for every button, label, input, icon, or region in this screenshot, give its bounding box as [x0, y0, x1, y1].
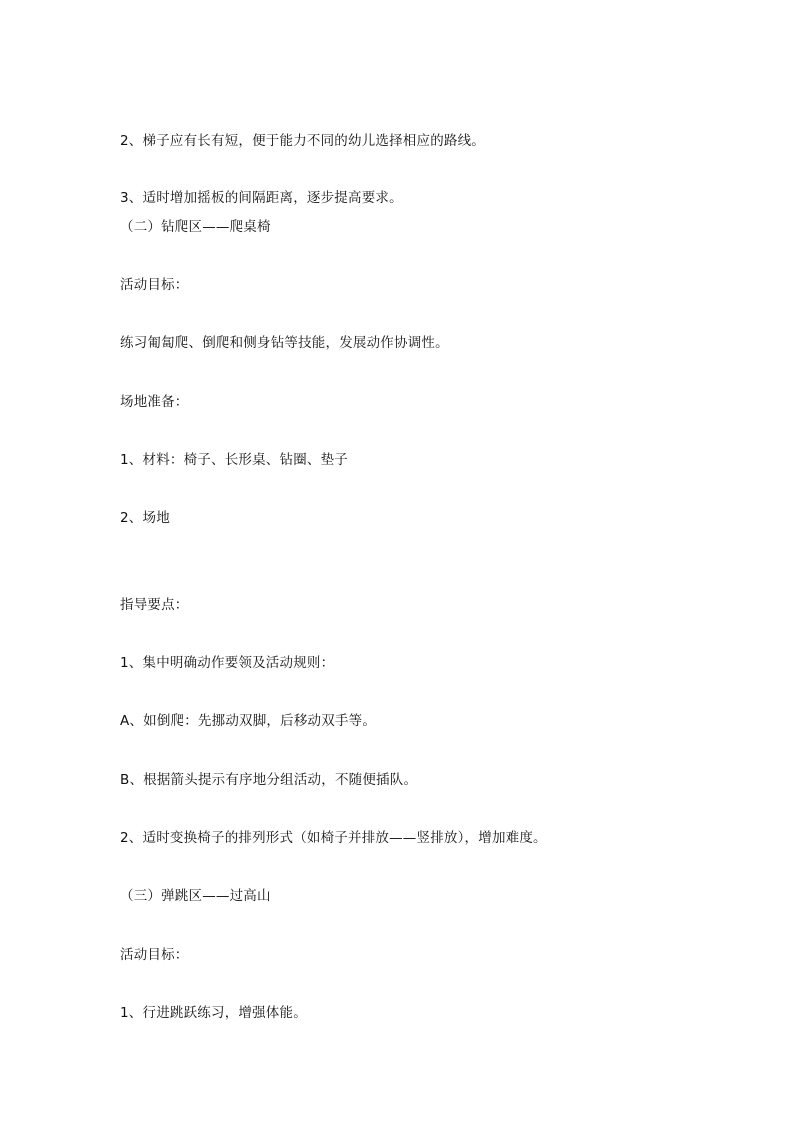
text-line: 练习匍匐爬、倒爬和侧身钻等技能，发展动作协调性。 [120, 335, 449, 351]
text-line: 1、材料：椅子、长形桌、钻圈、垫子 [120, 452, 348, 468]
text-line: 指导要点： [120, 597, 189, 613]
text-line: 2、适时变换椅子的排列形式（如椅子并排放——竖排放），增加难度。 [120, 830, 547, 846]
text-line: 活动目标： [120, 947, 189, 963]
text-line: 3、适时增加摇板的间隔距离，逐步提高要求。 [120, 190, 403, 206]
text-line: 2、场地 [120, 510, 170, 526]
section-heading: （三）弹跳区——过高山 [120, 888, 271, 904]
text-line: 活动目标： [120, 277, 189, 293]
text-line: 1、集中明确动作要领及活动规则： [120, 655, 335, 671]
text-line: 1、行进跳跃练习，增强体能。 [120, 1005, 307, 1021]
text-line: B、根据箭头提示有序地分组活动，不随便插队。 [120, 772, 418, 788]
text-line: 场地准备： [120, 394, 189, 410]
section-heading: （二）钻爬区——爬桌椅 [120, 219, 271, 235]
text-line: A、如倒爬：先挪动双脚，后移动双手等。 [120, 713, 377, 729]
text-line: 2、梯子应有长有短，便于能力不同的幼儿选择相应的路线。 [120, 133, 485, 149]
